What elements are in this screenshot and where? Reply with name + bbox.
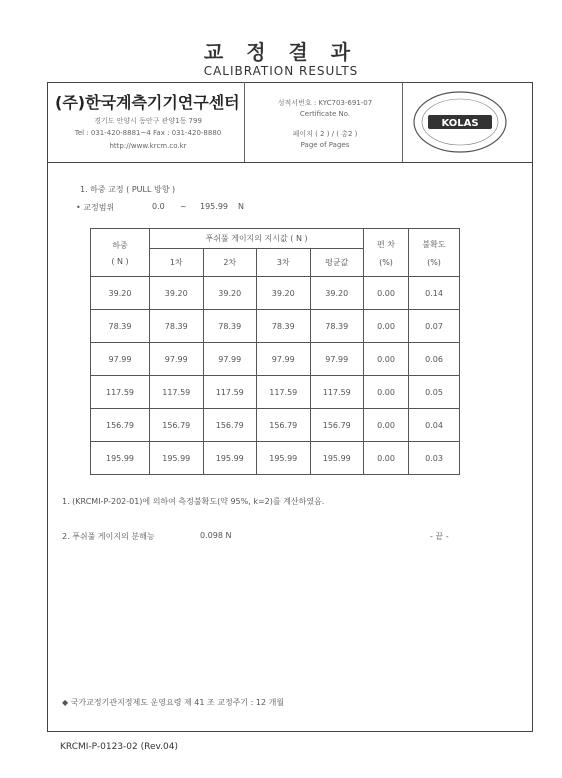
- table-cell: 78.39: [310, 310, 364, 343]
- table-cell: 195.99: [257, 442, 311, 475]
- table-row: [91, 376, 460, 409]
- org-address: 경기도 안양시 동안구 관양1동 799: [94, 117, 202, 125]
- section-heading: 1. 하중 교정 ( PULL 방향 ): [80, 185, 176, 194]
- col-dev-unit: (%): [379, 257, 393, 267]
- table-cell: 0.00: [364, 442, 409, 475]
- table-cell: 39.20: [203, 277, 257, 310]
- table-cell: 78.39: [91, 310, 150, 343]
- table-cell: 156.79: [257, 409, 311, 442]
- table-cell: 78.39: [203, 310, 257, 343]
- range-sep: ~: [180, 202, 187, 211]
- table-cell: 117.59: [257, 376, 311, 409]
- col-group-header: 푸쉬풀 게이지의 지시값 ( N ): [150, 229, 364, 249]
- col-avg-header: 평균값: [310, 249, 364, 277]
- org-web: http://www.krcm.co.kr: [109, 142, 187, 150]
- page-title: 교 정 결 과: [203, 40, 359, 64]
- table-cell: 97.99: [91, 343, 150, 376]
- col-3-header: 3차: [257, 249, 311, 277]
- note-resolution-value: 0.098 N: [200, 531, 232, 540]
- col-unc-unit: (%): [427, 257, 441, 267]
- col-1-header: 1차: [150, 249, 204, 277]
- table-cell: 156.79: [310, 409, 364, 442]
- table-cell: 117.59: [150, 376, 204, 409]
- table-cell: 195.99: [310, 442, 364, 475]
- table-cell: 0.00: [364, 277, 409, 310]
- org-name: (주)한국계측기기연구센터: [55, 93, 240, 112]
- col-2-header: 2차: [203, 249, 257, 277]
- table-cell: 0.04: [409, 409, 460, 442]
- logo-text: KOLAS: [441, 118, 479, 129]
- table-cell: 97.99: [310, 343, 364, 376]
- col-load-unit: ( N ): [111, 256, 129, 266]
- document-code: KRCMI-P-0123-02 (Rev.04): [60, 742, 178, 752]
- range-to: 195.99: [200, 202, 228, 211]
- org-phone: Tel : 031-420-8881~4 Fax : 031-420-8880: [74, 129, 222, 137]
- kolas-logo-icon: [410, 90, 510, 154]
- table-cell: 195.99: [203, 442, 257, 475]
- note-resolution-label: 2. 푸쉬풀 게이지의 분해능: [62, 532, 155, 541]
- table-row: [91, 277, 460, 310]
- certificate-no: 성적서번호 : KYC703-691-07: [277, 99, 373, 107]
- table-cell: 97.99: [257, 343, 311, 376]
- table-cell: 78.39: [257, 310, 311, 343]
- end-mark: - 끝 -: [430, 532, 449, 541]
- range-from: 0.0: [152, 202, 165, 211]
- table-cell: 0.07: [409, 310, 460, 343]
- col-unc-header: [409, 229, 460, 277]
- table-row: [91, 409, 460, 442]
- table-cell: 117.59: [91, 376, 150, 409]
- table-cell: 195.99: [150, 442, 204, 475]
- header-divider: [47, 162, 533, 163]
- table-cell: 39.20: [310, 277, 364, 310]
- table-cell: 156.79: [150, 409, 204, 442]
- note-uncertainty: 1. (KRCMI-P-202-01)에 의하여 측정불확도(약 95%, k=2)를 계산하였음.: [62, 497, 325, 506]
- calibration-table: [90, 228, 460, 475]
- calibration-period-note: ◆ 국가교정기관지정제도 운영요령 제 41 조 교정주기 : 12 개월: [62, 698, 285, 707]
- table-cell: 0.06: [409, 343, 460, 376]
- col-load-header: [91, 229, 150, 277]
- table-cell: 0.14: [409, 277, 460, 310]
- table-cell: 0.00: [364, 343, 409, 376]
- table-cell: 97.99: [150, 343, 204, 376]
- table-cell: 39.20: [150, 277, 204, 310]
- table-cell: 156.79: [203, 409, 257, 442]
- table-cell: 78.39: [150, 310, 204, 343]
- table-cell: 0.05: [409, 376, 460, 409]
- table-cell: 0.00: [364, 376, 409, 409]
- col-load-label: 하중: [112, 240, 128, 250]
- page-subtitle: CALIBRATION RESULTS: [203, 64, 359, 78]
- header-divider-left: [244, 82, 245, 162]
- table-row: [91, 442, 460, 475]
- range-label: • 교정범위: [76, 203, 115, 212]
- table-cell: 195.99: [91, 442, 150, 475]
- header-divider-right: [402, 82, 403, 162]
- table-cell: 39.20: [257, 277, 311, 310]
- col-unc-label: 불확도: [422, 239, 446, 249]
- table-cell: 0.03: [409, 442, 460, 475]
- table-row: [91, 310, 460, 343]
- table-cell: 117.59: [310, 376, 364, 409]
- table-cell: 117.59: [203, 376, 257, 409]
- table-cell: 0.00: [364, 310, 409, 343]
- certificate-no-en: Certificate No.: [299, 110, 351, 118]
- col-dev-header: [364, 229, 409, 277]
- table-row: [91, 343, 460, 376]
- col-dev-label: 편 차: [377, 239, 395, 249]
- table-cell: 97.99: [203, 343, 257, 376]
- page-count-en: Page of Pages: [300, 141, 350, 149]
- table-cell: 0.00: [364, 409, 409, 442]
- table-cell: 156.79: [91, 409, 150, 442]
- page-count: 페이지 ( 2 ) / ( 총2 ): [292, 130, 358, 138]
- table-cell: 39.20: [91, 277, 150, 310]
- range-unit: N: [238, 202, 244, 211]
